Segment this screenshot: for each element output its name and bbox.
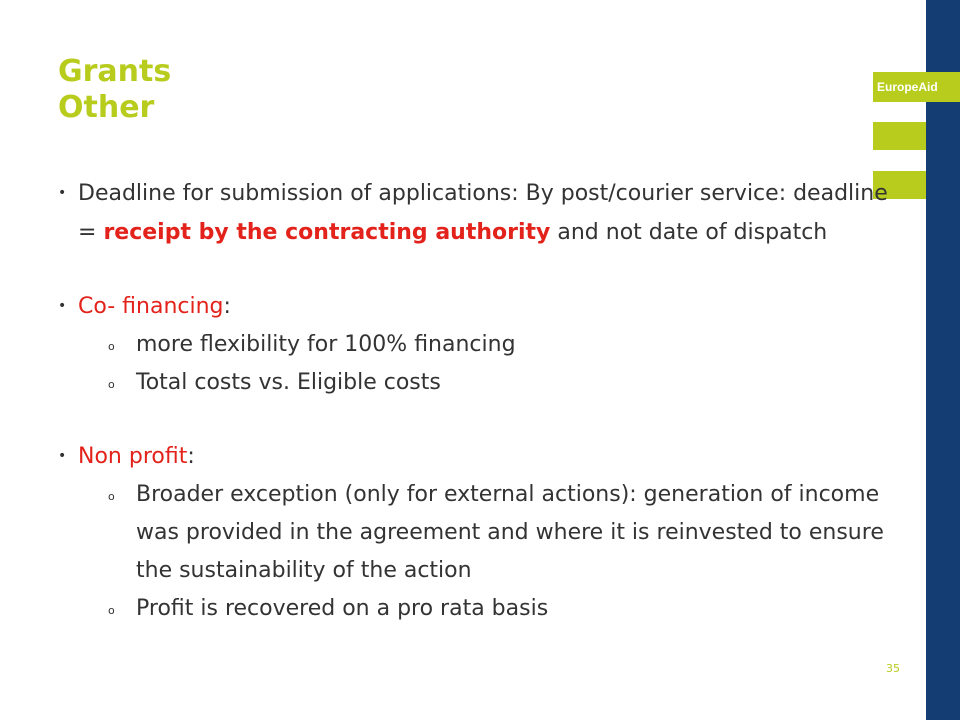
slide-title bbox=[58, 54, 171, 126]
bullet-glyph: • bbox=[58, 185, 67, 201]
sub-bullet-glyph: o bbox=[108, 378, 115, 391]
sub-item-costs bbox=[58, 364, 908, 402]
nonprofit-label: Non profit bbox=[78, 444, 188, 469]
slide-content bbox=[58, 174, 908, 628]
sub-item-flexibility bbox=[58, 326, 908, 364]
bullet-glyph: • bbox=[58, 298, 67, 314]
sub-bullet-glyph: o bbox=[108, 340, 115, 353]
cofinancing-colon: : bbox=[223, 294, 231, 319]
europeaid-logo: EuropeAid bbox=[873, 72, 960, 102]
page-number: 35 bbox=[886, 662, 900, 675]
bullet-nonprofit bbox=[58, 437, 908, 476]
cofinancing-label: Co- financing bbox=[78, 294, 224, 319]
bullet-glyph: • bbox=[58, 448, 67, 464]
title-line-1: Grants bbox=[58, 54, 172, 89]
sub-item-text: more flexibility for 100% financing bbox=[136, 332, 516, 357]
sub-bullet-glyph: o bbox=[108, 604, 115, 617]
decorative-bar-1 bbox=[873, 122, 926, 150]
title-line-2: Other bbox=[58, 90, 155, 125]
deadline-text-before: Deadline for submission of applications: By post/courier service: deadline = bbox=[78, 181, 888, 245]
deadline-emphasis: receipt by the contracting authority bbox=[103, 220, 551, 245]
right-side-bar bbox=[926, 0, 960, 720]
sub-item-text: Profit is recovered on a pro rata basis bbox=[136, 596, 549, 621]
sub-item-text: Total costs vs. Eligible costs bbox=[136, 370, 441, 395]
sub-item-text: Broader exception (only for external actions): generation of income was provided in the agreement and where it is reinvested to ensure the sustainability of the action bbox=[136, 482, 884, 583]
deadline-text-after: and not date of dispatch bbox=[550, 220, 828, 245]
sub-bullet-glyph: o bbox=[108, 490, 115, 503]
bullet-deadline bbox=[58, 174, 908, 252]
nonprofit-colon: : bbox=[187, 444, 195, 469]
sub-item-profit bbox=[58, 590, 908, 628]
sub-item-exception bbox=[58, 476, 908, 590]
bullet-cofinancing bbox=[58, 287, 908, 326]
